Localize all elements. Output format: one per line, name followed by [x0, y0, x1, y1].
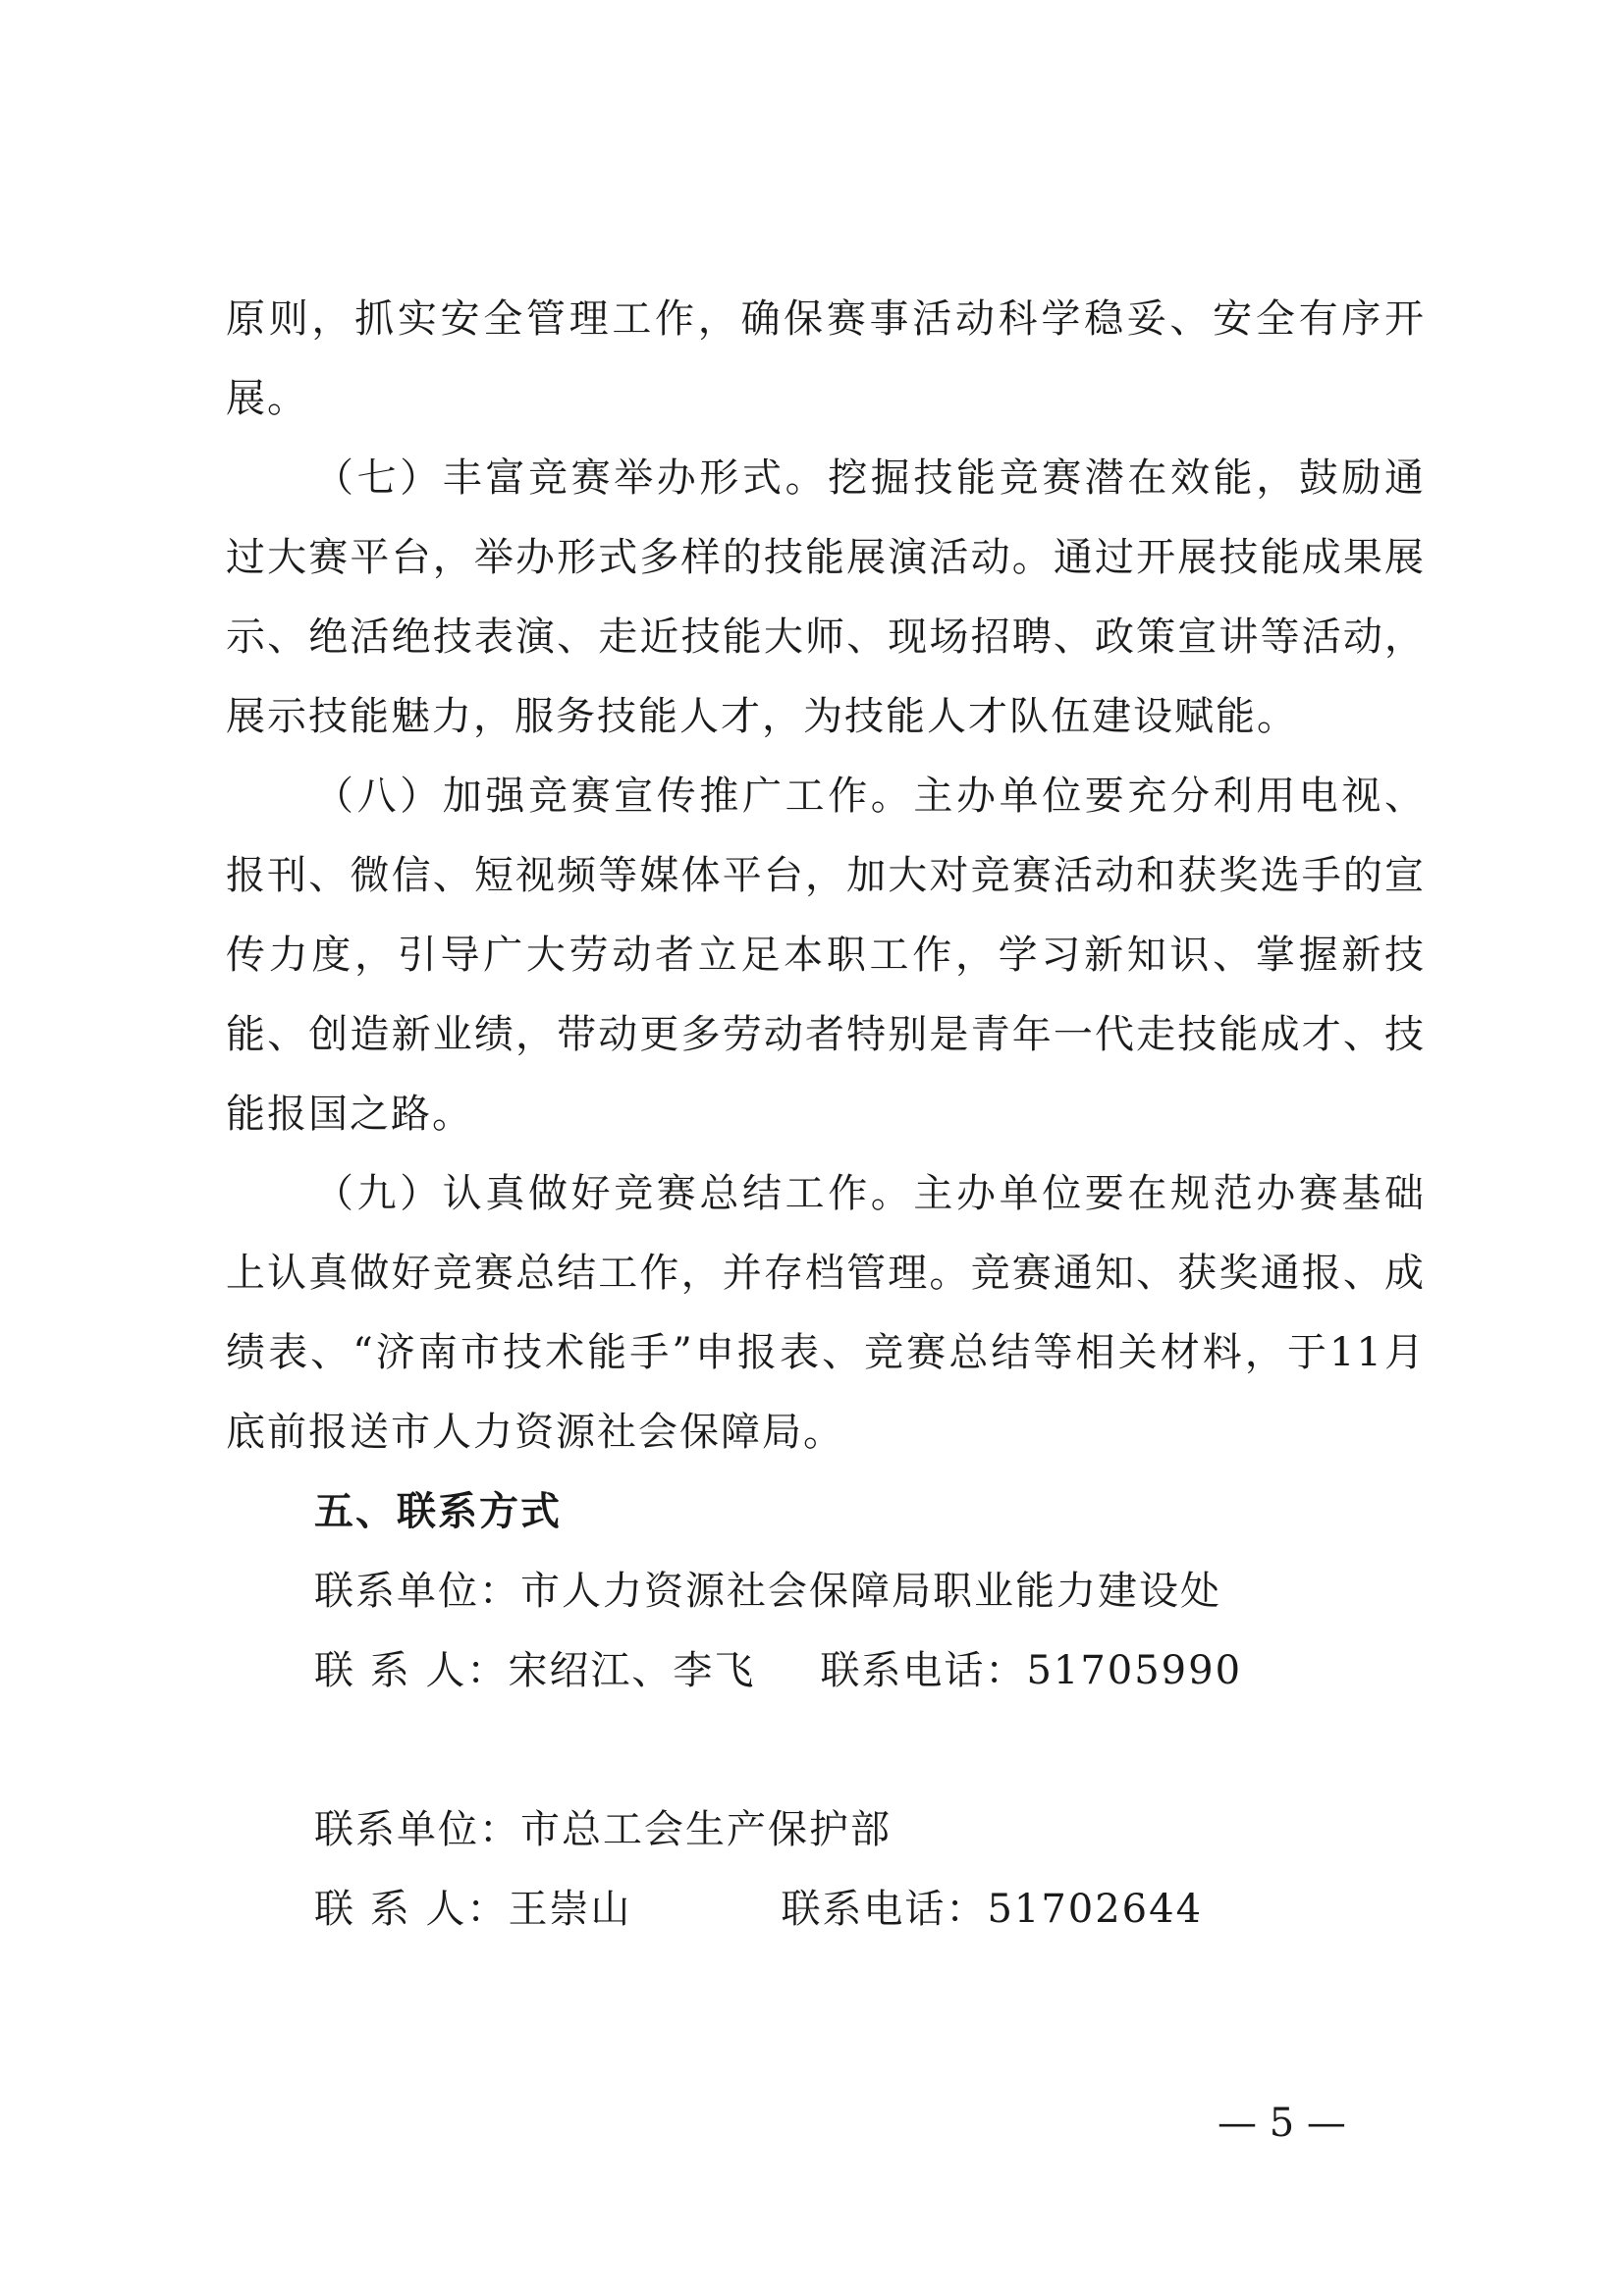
contact-phone-label: 联系电话： — [781, 1887, 988, 1932]
contact-phone-value: 51702644 — [987, 1887, 1204, 1932]
contact-spacer — [226, 1711, 1426, 1790]
contact-unit-value: 市人力资源社会保障局职业能力建设处 — [520, 1569, 1221, 1614]
paragraph-continuation: 原则，抓实安全管理工作，确保赛事活动科学稳妥、安全有序开展。 — [226, 296, 1426, 421]
contact-unit-line — [226, 1552, 1426, 1631]
contact-person-label: 联 系 人： — [314, 1648, 509, 1693]
contact-unit-label: 联系单位： — [314, 1807, 520, 1852]
contact-person-label: 联 系 人： — [314, 1887, 509, 1932]
paragraph-item-9: （九）认真做好竞赛总结工作。主办单位要在规范办赛基础上认真做好竞赛总结工作，并存档管理。竞赛通知、获奖通报、成绩表、“济南市技术能手”申报表、竞赛总结等相关材料，于11月底前报送市人力资源社会保障局。 — [226, 1171, 1426, 1455]
contact-person-value: 王崇山 — [508, 1887, 632, 1932]
contact-phone-value: 51705990 — [1026, 1648, 1243, 1693]
contact-unit-label: 联系单位： — [314, 1569, 520, 1614]
contact-phone-label: 联系电话： — [820, 1648, 1027, 1693]
paragraph-item-8: （八）加强竞赛宣传推广工作。主办单位要充分利用电视、报刊、微信、短视频等媒体平台，加大对竞赛活动和获奖选手的宣传力度，引导广大劳动者立足本职工作，学习新知识、掌握新技能、创造新业绩，带动更多劳动者特别是青年一代走技能成才、技能报国之路。 — [226, 774, 1426, 1137]
paragraph-item-7: （七）丰富竞赛举办形式。挖掘技能竞赛潜在效能，鼓励通过大赛平台，举办形式多样的技能展演活动。通过开展技能成果展示、绝活绝技表演、走近技能大师、现场招聘、政策宣讲等活动，展示技能魅力，服务技能人才，为技能人才队伍建设赋能。 — [226, 455, 1426, 739]
contact-unit-line — [226, 1790, 1426, 1870]
contact-unit-value: 市总工会生产保护部 — [520, 1807, 892, 1852]
page-number: — 5 — — [1218, 2101, 1346, 2146]
contact-person-value: 宋绍江、李飞 — [508, 1648, 756, 1693]
section-heading-contact: 五、联系方式 — [314, 1489, 562, 1534]
contact-block-2 — [226, 1790, 1426, 1949]
document-body — [226, 280, 1426, 1949]
contact-block-1 — [226, 1552, 1426, 1711]
contact-person-line — [226, 1870, 1426, 1949]
contact-person-line — [226, 1631, 1426, 1711]
